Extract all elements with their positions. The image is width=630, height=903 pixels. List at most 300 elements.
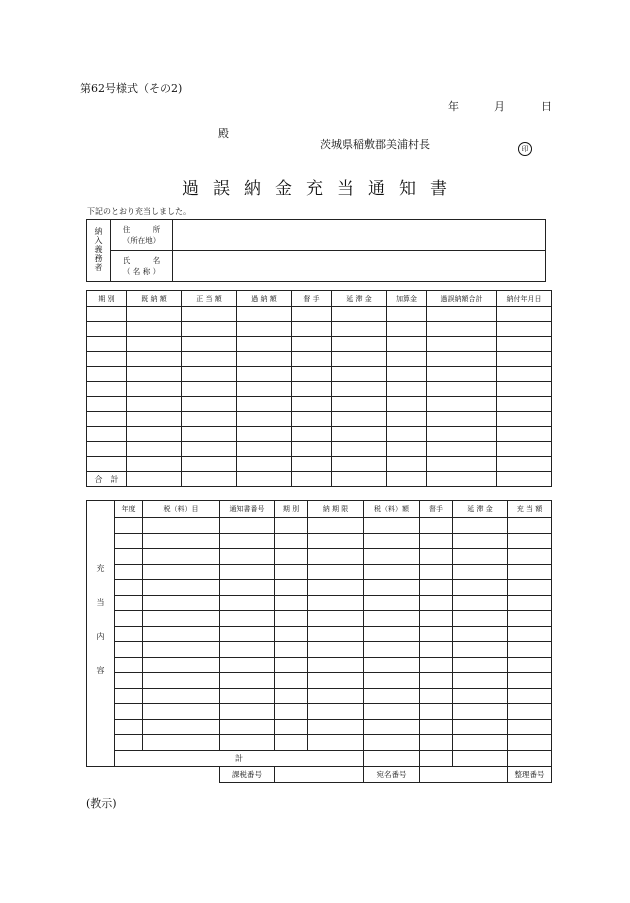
- table-cell[interactable]: [387, 367, 427, 382]
- table-cell[interactable]: [182, 367, 237, 382]
- table-row: [87, 580, 552, 596]
- table-cell[interactable]: [364, 719, 420, 735]
- table-cell[interactable]: [420, 549, 453, 565]
- table-cell[interactable]: [497, 337, 552, 352]
- table-cell[interactable]: [453, 533, 508, 549]
- table-cell[interactable]: [308, 580, 364, 596]
- total-cell[interactable]: [182, 472, 237, 487]
- table-cell[interactable]: [308, 564, 364, 580]
- table-cell[interactable]: [220, 626, 275, 642]
- table-cell[interactable]: [275, 626, 308, 642]
- table-cell[interactable]: [453, 595, 508, 611]
- table-cell[interactable]: [453, 673, 508, 689]
- table-cell[interactable]: [182, 412, 237, 427]
- table-cell[interactable]: [275, 580, 308, 596]
- table-cell[interactable]: [275, 735, 308, 751]
- table-cell[interactable]: [508, 626, 552, 642]
- table-cell[interactable]: [87, 352, 127, 367]
- table-cell[interactable]: [308, 518, 364, 534]
- table-cell[interactable]: [115, 657, 143, 673]
- table-cell[interactable]: [115, 518, 143, 534]
- total-cell[interactable]: [387, 472, 427, 487]
- table-cell[interactable]: [87, 322, 127, 337]
- table-cell[interactable]: [143, 704, 220, 720]
- table-cell[interactable]: [115, 611, 143, 627]
- table-row: [87, 518, 552, 534]
- table-cell[interactable]: [508, 580, 552, 596]
- table-cell[interactable]: [427, 397, 497, 412]
- table-row: [87, 397, 552, 412]
- table-cell[interactable]: [497, 397, 552, 412]
- table-cell[interactable]: [292, 412, 332, 427]
- table-cell[interactable]: [220, 533, 275, 549]
- table-cell[interactable]: [427, 427, 497, 442]
- table-cell[interactable]: [364, 580, 420, 596]
- table-cell[interactable]: [237, 442, 292, 457]
- table-cell[interactable]: [115, 719, 143, 735]
- table-cell[interactable]: [387, 427, 427, 442]
- table-cell[interactable]: [143, 580, 220, 596]
- table-cell[interactable]: [182, 382, 237, 397]
- table-cell[interactable]: [332, 382, 387, 397]
- table-cell[interactable]: [497, 412, 552, 427]
- table-cell[interactable]: [115, 688, 143, 704]
- table-row: [87, 322, 552, 337]
- name-field[interactable]: [173, 251, 546, 282]
- date-year-label: 年: [448, 100, 459, 113]
- column-header: 延 滞 金: [332, 291, 387, 307]
- table-row: [87, 412, 552, 427]
- table-cell[interactable]: [453, 735, 508, 751]
- table-cell[interactable]: [275, 673, 308, 689]
- table-cell[interactable]: [127, 367, 182, 382]
- table-cell[interactable]: [387, 457, 427, 472]
- table-cell[interactable]: [127, 427, 182, 442]
- table-cell[interactable]: [364, 735, 420, 751]
- table-cell[interactable]: [220, 735, 275, 751]
- table-cell[interactable]: [275, 719, 308, 735]
- table-cell[interactable]: [220, 580, 275, 596]
- table-cell[interactable]: [420, 564, 453, 580]
- table-cell[interactable]: [508, 719, 552, 735]
- table-cell[interactable]: [292, 352, 332, 367]
- column-header: 加算金: [387, 291, 427, 307]
- table-cell[interactable]: [364, 673, 420, 689]
- table-cell[interactable]: [115, 673, 143, 689]
- table-cell[interactable]: [220, 564, 275, 580]
- column-header: 督手: [420, 501, 453, 518]
- addressee-number-field[interactable]: [420, 766, 508, 782]
- table-cell[interactable]: [308, 657, 364, 673]
- table-cell[interactable]: [308, 595, 364, 611]
- total-cell[interactable]: [453, 750, 508, 766]
- table-cell[interactable]: [87, 307, 127, 322]
- table-cell[interactable]: [497, 367, 552, 382]
- reference-number-label: 整理番号: [508, 766, 552, 782]
- document-title: 過誤納金充当通知書: [182, 179, 461, 199]
- table-cell[interactable]: [237, 427, 292, 442]
- table-cell[interactable]: [292, 382, 332, 397]
- table-cell[interactable]: [497, 442, 552, 457]
- table-cell[interactable]: [87, 442, 127, 457]
- table-cell[interactable]: [508, 611, 552, 627]
- column-header: 年度: [115, 501, 143, 518]
- table-cell[interactable]: [364, 549, 420, 565]
- table-cell[interactable]: [427, 322, 497, 337]
- table-cell[interactable]: [115, 564, 143, 580]
- table-cell[interactable]: [143, 673, 220, 689]
- table-cell[interactable]: [220, 611, 275, 627]
- table-cell[interactable]: [292, 322, 332, 337]
- allocation-table: [86, 500, 552, 783]
- column-header: 納付年月日: [497, 291, 552, 307]
- total-row: [87, 472, 552, 487]
- table-cell[interactable]: [453, 719, 508, 735]
- table-cell[interactable]: [87, 337, 127, 352]
- table-cell[interactable]: [237, 457, 292, 472]
- table-cell[interactable]: [427, 382, 497, 397]
- table-cell[interactable]: [308, 735, 364, 751]
- table-cell[interactable]: [453, 611, 508, 627]
- table-cell[interactable]: [220, 688, 275, 704]
- total-cell[interactable]: [420, 750, 453, 766]
- table-cell[interactable]: [364, 518, 420, 534]
- table-cell[interactable]: [427, 307, 497, 322]
- table-cell[interactable]: [427, 352, 497, 367]
- table-cell[interactable]: [308, 626, 364, 642]
- table-cell[interactable]: [143, 642, 220, 658]
- table-cell[interactable]: [292, 457, 332, 472]
- table-cell[interactable]: [332, 442, 387, 457]
- table-cell[interactable]: [364, 533, 420, 549]
- total-cell[interactable]: [127, 472, 182, 487]
- table-cell[interactable]: [127, 322, 182, 337]
- total-cell[interactable]: [332, 472, 387, 487]
- table-cell[interactable]: [508, 549, 552, 565]
- table-cell[interactable]: [453, 564, 508, 580]
- table-row: [87, 352, 552, 367]
- table-cell[interactable]: [508, 688, 552, 704]
- table-cell[interactable]: [237, 367, 292, 382]
- table-cell[interactable]: [220, 719, 275, 735]
- column-header: 税（料）額: [364, 501, 420, 518]
- table-cell[interactable]: [292, 427, 332, 442]
- table-row: [87, 611, 552, 627]
- table-cell[interactable]: [364, 688, 420, 704]
- table-cell[interactable]: [453, 580, 508, 596]
- table-cell[interactable]: [420, 688, 453, 704]
- table-cell[interactable]: [420, 595, 453, 611]
- table-cell[interactable]: [332, 307, 387, 322]
- table-cell[interactable]: [115, 580, 143, 596]
- table-cell[interactable]: [115, 626, 143, 642]
- table-cell[interactable]: [508, 595, 552, 611]
- table-cell[interactable]: [508, 564, 552, 580]
- table-cell[interactable]: [364, 564, 420, 580]
- table-cell[interactable]: [387, 307, 427, 322]
- table-cell[interactable]: [87, 397, 127, 412]
- table-cell[interactable]: [237, 397, 292, 412]
- table-cell[interactable]: [275, 533, 308, 549]
- table-cell[interactable]: [508, 518, 552, 534]
- table-cell[interactable]: [453, 657, 508, 673]
- table-cell[interactable]: [182, 337, 237, 352]
- table-cell[interactable]: [87, 457, 127, 472]
- column-header: 期 別: [87, 291, 127, 307]
- address-field[interactable]: [173, 220, 546, 251]
- table-cell[interactable]: [364, 595, 420, 611]
- table-row: [87, 307, 552, 322]
- table-cell[interactable]: [332, 412, 387, 427]
- table-cell[interactable]: [453, 626, 508, 642]
- table-cell[interactable]: [237, 412, 292, 427]
- table-cell[interactable]: [182, 352, 237, 367]
- table-cell[interactable]: [508, 657, 552, 673]
- taxpayer-table: [86, 219, 546, 282]
- table-cell[interactable]: [275, 657, 308, 673]
- table-cell[interactable]: [143, 549, 220, 565]
- table-cell[interactable]: [497, 322, 552, 337]
- total-cell[interactable]: [427, 472, 497, 487]
- table-cell[interactable]: [497, 382, 552, 397]
- table-cell[interactable]: [220, 704, 275, 720]
- table-cell[interactable]: [127, 382, 182, 397]
- table-cell[interactable]: [497, 427, 552, 442]
- table-cell[interactable]: [420, 518, 453, 534]
- table-cell[interactable]: [420, 735, 453, 751]
- table-cell[interactable]: [364, 642, 420, 658]
- table-cell[interactable]: [127, 457, 182, 472]
- table-row: [87, 337, 552, 352]
- table-cell[interactable]: [143, 611, 220, 627]
- table-cell[interactable]: [508, 642, 552, 658]
- table-cell[interactable]: [87, 382, 127, 397]
- table-cell[interactable]: [387, 337, 427, 352]
- table-row: [87, 657, 552, 673]
- overpayment-table: [86, 290, 552, 487]
- table-cell[interactable]: [387, 412, 427, 427]
- seal-icon: 印: [518, 142, 532, 156]
- table-cell[interactable]: [182, 442, 237, 457]
- table-cell[interactable]: [292, 442, 332, 457]
- table-cell[interactable]: [143, 719, 220, 735]
- table-cell[interactable]: [453, 642, 508, 658]
- table-cell[interactable]: [87, 427, 127, 442]
- table-cell[interactable]: [420, 719, 453, 735]
- table-cell[interactable]: [127, 397, 182, 412]
- table-cell[interactable]: [364, 704, 420, 720]
- table-cell[interactable]: [182, 427, 237, 442]
- table-cell[interactable]: [143, 735, 220, 751]
- table-cell[interactable]: [308, 611, 364, 627]
- table-cell[interactable]: [508, 735, 552, 751]
- table-cell[interactable]: [420, 657, 453, 673]
- table-cell[interactable]: [427, 337, 497, 352]
- table-cell[interactable]: [143, 595, 220, 611]
- table-cell[interactable]: [237, 337, 292, 352]
- table-cell[interactable]: [453, 518, 508, 534]
- table-cell[interactable]: [275, 518, 308, 534]
- table-cell[interactable]: [420, 611, 453, 627]
- table-row: [87, 382, 552, 397]
- table-cell[interactable]: [427, 412, 497, 427]
- table-cell[interactable]: [308, 673, 364, 689]
- table-row: [87, 457, 552, 472]
- table-cell[interactable]: [275, 704, 308, 720]
- table-cell[interactable]: [220, 673, 275, 689]
- table-cell[interactable]: [420, 704, 453, 720]
- table-cell[interactable]: [427, 442, 497, 457]
- table-cell[interactable]: [453, 704, 508, 720]
- table-cell[interactable]: [143, 657, 220, 673]
- table-cell[interactable]: [292, 307, 332, 322]
- table-cell[interactable]: [292, 337, 332, 352]
- total-cell[interactable]: [237, 472, 292, 487]
- table-cell[interactable]: [115, 549, 143, 565]
- total-label: 合 計: [87, 472, 127, 487]
- table-cell[interactable]: [220, 549, 275, 565]
- table-cell[interactable]: [220, 642, 275, 658]
- table-cell[interactable]: [143, 533, 220, 549]
- table-cell[interactable]: [143, 626, 220, 642]
- table-cell[interactable]: [275, 688, 308, 704]
- table-cell[interactable]: [508, 673, 552, 689]
- table-cell[interactable]: [420, 580, 453, 596]
- table-cell[interactable]: [115, 704, 143, 720]
- table-cell[interactable]: [308, 688, 364, 704]
- table-cell[interactable]: [115, 735, 143, 751]
- table-cell[interactable]: [332, 352, 387, 367]
- name-label-cell: 氏 名 （ 名 称 ）: [111, 251, 173, 282]
- table-cell[interactable]: [115, 533, 143, 549]
- total-cell[interactable]: [508, 750, 552, 766]
- table-cell[interactable]: [420, 673, 453, 689]
- table-row: [87, 442, 552, 457]
- column-header: 過 納 額: [237, 291, 292, 307]
- table-row: [87, 549, 552, 565]
- table-cell[interactable]: [143, 564, 220, 580]
- table-cell[interactable]: [143, 518, 220, 534]
- table-cell[interactable]: [332, 367, 387, 382]
- table-row: [87, 626, 552, 642]
- table-cell[interactable]: [127, 337, 182, 352]
- table-cell[interactable]: [115, 642, 143, 658]
- table-cell[interactable]: [387, 352, 427, 367]
- table-cell[interactable]: [364, 611, 420, 627]
- table-cell[interactable]: [237, 307, 292, 322]
- table-cell[interactable]: [332, 457, 387, 472]
- column-header: 通知書番号: [220, 501, 275, 518]
- table-cell[interactable]: [453, 549, 508, 565]
- table-row: [87, 427, 552, 442]
- table-cell[interactable]: [332, 427, 387, 442]
- column-header: 督 手: [292, 291, 332, 307]
- table-cell[interactable]: [292, 367, 332, 382]
- table-cell[interactable]: [427, 457, 497, 472]
- table-cell[interactable]: [182, 457, 237, 472]
- table-cell[interactable]: [237, 382, 292, 397]
- table-cell[interactable]: [308, 549, 364, 565]
- table-cell[interactable]: [182, 322, 237, 337]
- table-cell[interactable]: [115, 595, 143, 611]
- table-cell[interactable]: [497, 352, 552, 367]
- table-cell[interactable]: [497, 307, 552, 322]
- footer-row: [87, 766, 552, 782]
- table-cell[interactable]: [387, 397, 427, 412]
- table-cell[interactable]: [292, 397, 332, 412]
- table-cell[interactable]: [220, 518, 275, 534]
- table-cell[interactable]: [87, 367, 127, 382]
- table-cell[interactable]: [237, 352, 292, 367]
- addressee-number-label: 宛名番号: [364, 766, 420, 782]
- table-cell[interactable]: [332, 397, 387, 412]
- table-cell[interactable]: [143, 688, 220, 704]
- table-cell[interactable]: [87, 412, 127, 427]
- table-cell[interactable]: [364, 626, 420, 642]
- table-cell[interactable]: [127, 307, 182, 322]
- table-cell[interactable]: [332, 337, 387, 352]
- table-cell[interactable]: [332, 322, 387, 337]
- table-cell[interactable]: [275, 595, 308, 611]
- column-header: 過誤納額合計: [427, 291, 497, 307]
- total-cell[interactable]: [364, 750, 420, 766]
- taxpayer-side-label: 納入義務者: [87, 220, 111, 282]
- table-cell[interactable]: [275, 611, 308, 627]
- table-cell[interactable]: [387, 442, 427, 457]
- table-cell[interactable]: [275, 549, 308, 565]
- table-header-row: [87, 291, 552, 307]
- table-cell[interactable]: [308, 704, 364, 720]
- instruction-note: (教示): [86, 797, 117, 810]
- table-cell[interactable]: [508, 704, 552, 720]
- table-cell[interactable]: [275, 564, 308, 580]
- date-month-label: 月: [494, 100, 505, 113]
- form-number: 第62号様式（その2): [80, 82, 183, 95]
- table-cell[interactable]: [427, 367, 497, 382]
- table-cell[interactable]: [308, 533, 364, 549]
- tax-number-field[interactable]: [275, 766, 364, 782]
- table-cell[interactable]: [237, 322, 292, 337]
- table-cell[interactable]: [387, 322, 427, 337]
- table-cell[interactable]: [220, 657, 275, 673]
- table-cell[interactable]: [364, 657, 420, 673]
- table-row: [87, 719, 552, 735]
- table-cell[interactable]: [420, 626, 453, 642]
- total-row: [87, 750, 552, 766]
- total-cell[interactable]: [292, 472, 332, 487]
- table-cell[interactable]: [420, 533, 453, 549]
- table-cell[interactable]: [420, 642, 453, 658]
- tax-number-label: 課税番号: [220, 766, 275, 782]
- table-cell[interactable]: [275, 642, 308, 658]
- addressee-suffix: 殿: [218, 127, 229, 140]
- table-cell[interactable]: [308, 719, 364, 735]
- table-cell[interactable]: [453, 688, 508, 704]
- total-cell[interactable]: [497, 472, 552, 487]
- table-cell[interactable]: [220, 595, 275, 611]
- table-row: [87, 533, 552, 549]
- table-cell[interactable]: [127, 442, 182, 457]
- table-cell[interactable]: [127, 412, 182, 427]
- table-cell[interactable]: [182, 307, 237, 322]
- table-cell[interactable]: [308, 642, 364, 658]
- table-cell[interactable]: [497, 457, 552, 472]
- allocation-side-label: 充当内容: [87, 501, 115, 767]
- table-cell[interactable]: [508, 533, 552, 549]
- table-cell[interactable]: [127, 352, 182, 367]
- table-cell[interactable]: [387, 382, 427, 397]
- table-cell[interactable]: [182, 397, 237, 412]
